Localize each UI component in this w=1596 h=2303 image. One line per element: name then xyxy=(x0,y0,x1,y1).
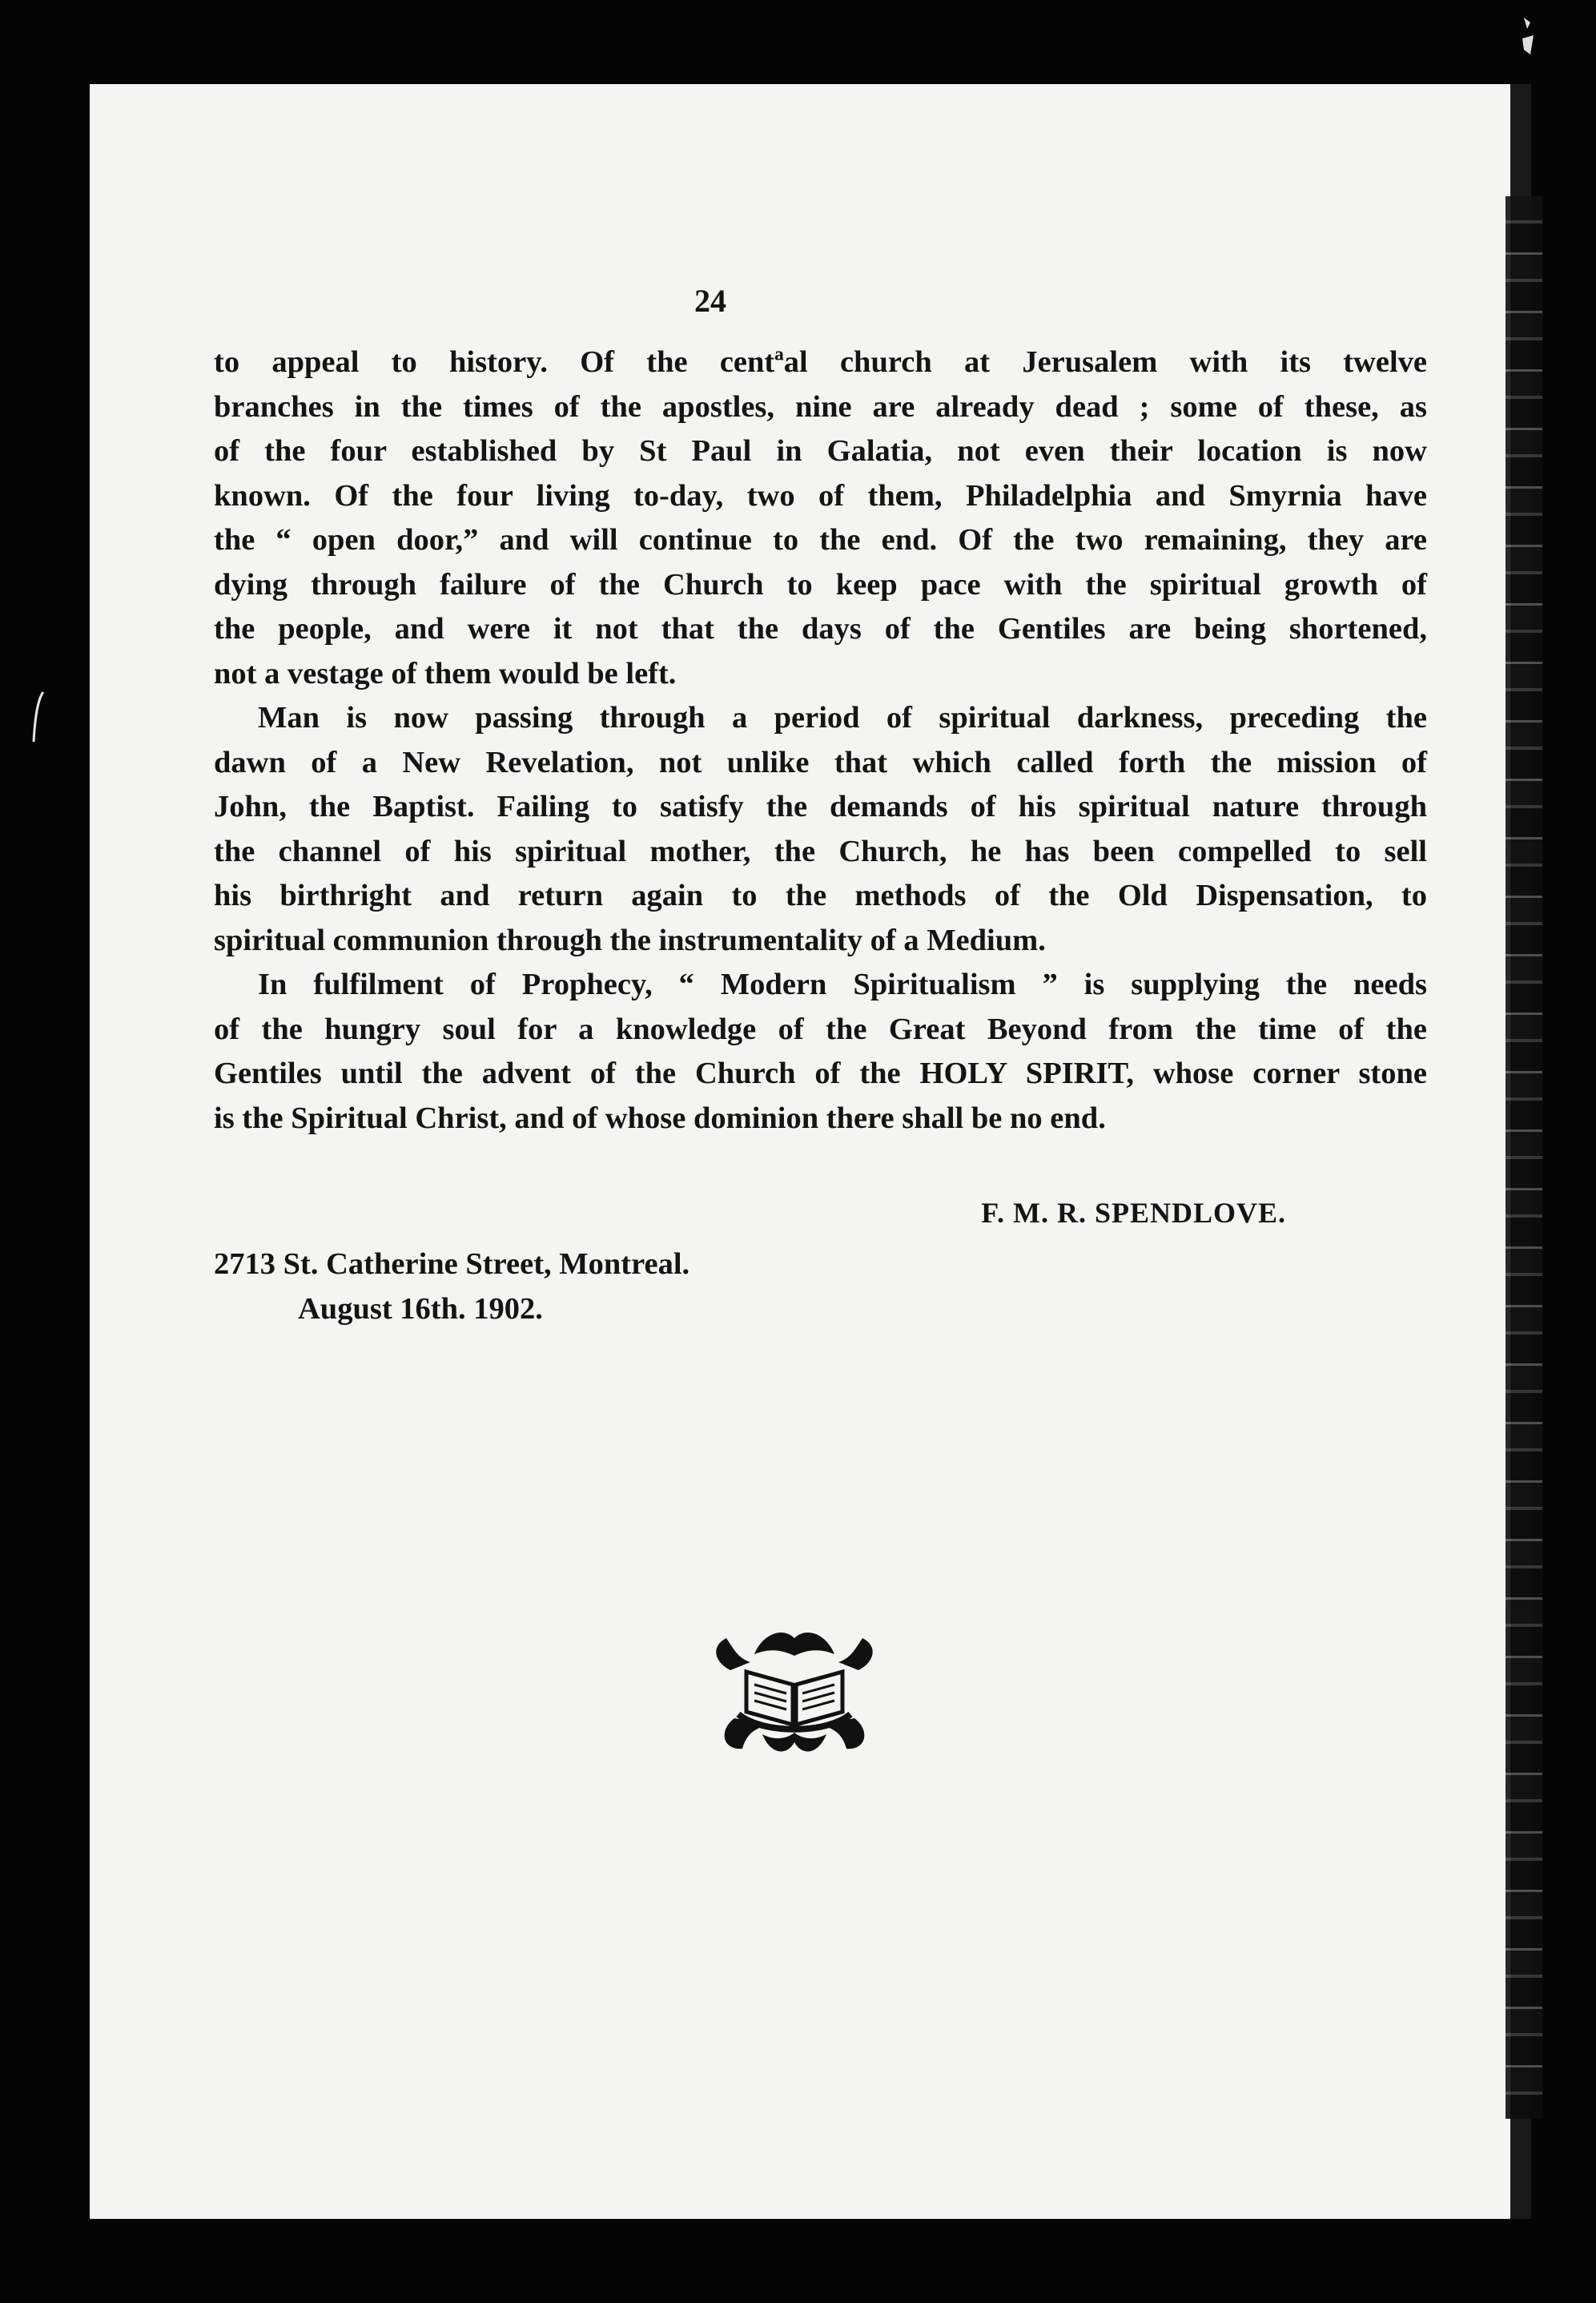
author-signature: F. M. R. SPENDLOVE. xyxy=(981,1197,1286,1229)
paragraph-3 xyxy=(214,963,1427,1141)
text-line: Man is now passing through a period of spiritual darkness, preceding the xyxy=(258,701,1427,735)
text-line: the channel of his spiritual mother, the Church, he has been compelled to sell xyxy=(214,834,1427,868)
margin-stroke-mark xyxy=(30,689,46,745)
text-line: of the hungry soul for a knowledge of the Great Beyond from the time of the xyxy=(214,1012,1427,1046)
address-block xyxy=(214,1242,689,1331)
text-line: is the Spiritual Christ, and of whose dominion there shall be no end. xyxy=(214,1101,1106,1135)
text-line: Gentiles until the advent of the Church of the HOLY SPIRIT, whose corner stone xyxy=(214,1057,1427,1090)
text-line: spiritual communion through the instrumentality of a Medium. xyxy=(214,923,1046,957)
text-line: dying through failure of the Church to keep pace with the spiritual growth of xyxy=(214,567,1427,602)
paragraph-1 xyxy=(214,340,1427,696)
street-address: 2713 St. Catherine Street, Montreal. xyxy=(214,1247,690,1281)
text-line: In fulfilment of Prophecy, “ Modern Spiritualism ” is supplying the needs xyxy=(258,968,1427,1001)
body-text xyxy=(214,340,1427,1141)
paragraph-2 xyxy=(214,696,1427,963)
text-line: branches in the times of the apostles, nine are already dead ; some of these, as xyxy=(214,389,1427,424)
open-book-ornament-icon xyxy=(706,1622,882,1758)
text-line: known. Of the four living to-day, two of them, Philadelphia and Smyrnia have xyxy=(214,478,1427,513)
text-line: not a vestage of them would be left. xyxy=(214,656,677,690)
text-line: dawn of a New Revelation, not unlike that which called forth the mission of xyxy=(214,745,1427,779)
text-line: the people, and were it not that the days of the Gentiles are being shortened, xyxy=(214,612,1427,646)
text-line: his birthright and return again to the methods of the Old Dispensation, to xyxy=(214,879,1427,912)
text-line: John, the Baptist. Failing to satisfy the demands of his spiritual nature through xyxy=(214,790,1427,823)
text-line: to appeal to history. Of the centªal church at Jerusalem with its twelve xyxy=(214,345,1427,379)
text-line: the “ open door,” and will continue to the end. Of the two remaining, they are xyxy=(214,523,1427,557)
text-line: of the four established by St Paul in Galatia, not even their location is now xyxy=(214,434,1427,468)
corner-scan-mark xyxy=(1516,14,1540,62)
letter-date: August 16th. 1902. xyxy=(298,1292,543,1326)
page-number: 24 xyxy=(694,283,726,319)
document-page xyxy=(90,84,1531,2219)
